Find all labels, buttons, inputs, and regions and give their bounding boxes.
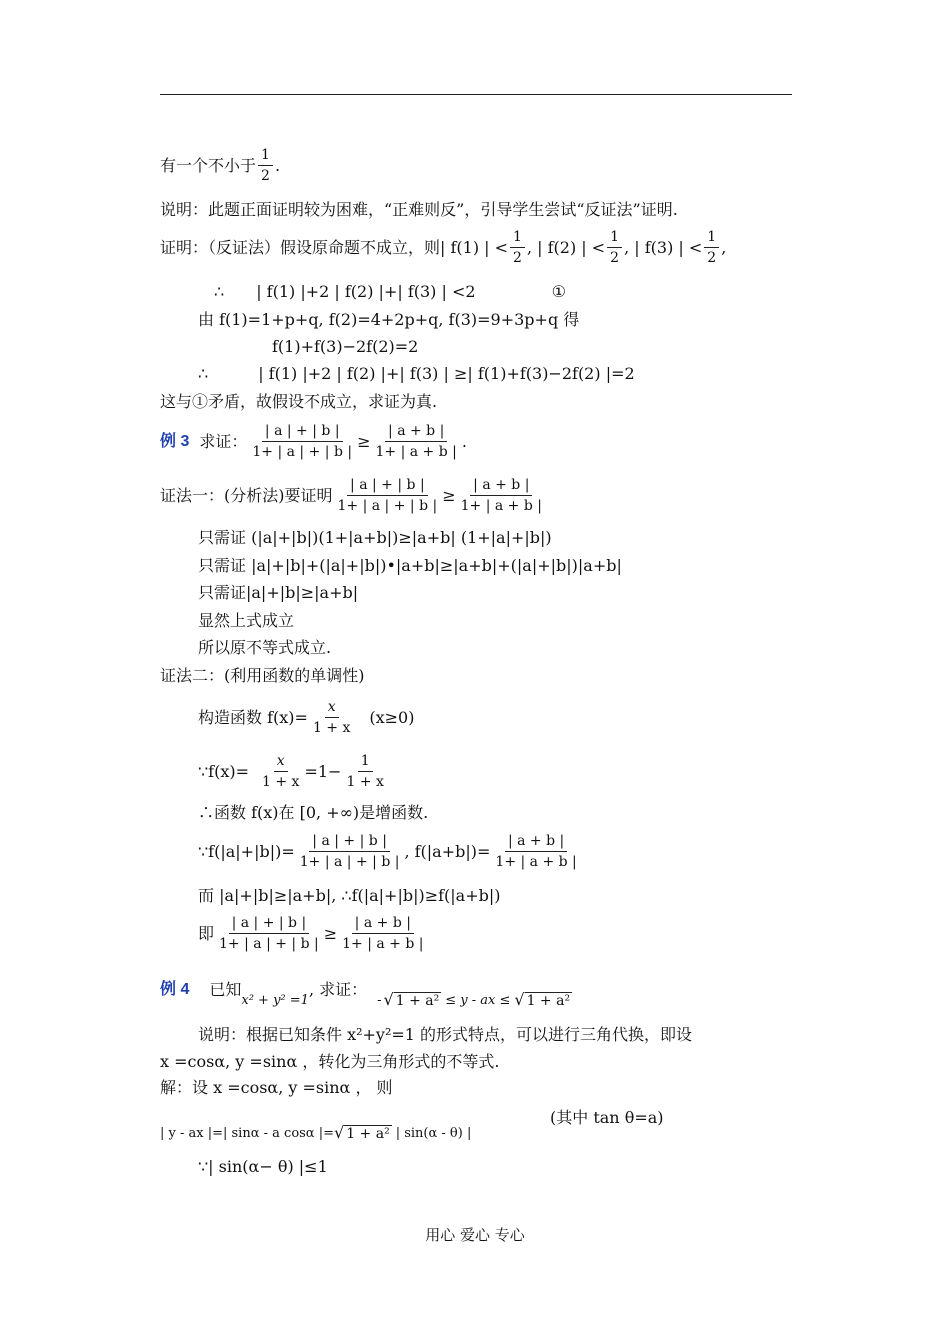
geq-symbol: ≥	[442, 485, 456, 505]
text: , | f(3) | <	[624, 237, 703, 257]
text: ∵f(|a|+|b|)=	[198, 841, 295, 861]
proof-2-heading: 证法二：(利用函数的单调性)	[160, 666, 365, 685]
line-3	[160, 230, 726, 265]
header-rule	[160, 94, 792, 95]
fraction-abs: $\frac{| a | + | b |}{1+ | a | + | b |}$	[299, 833, 400, 870]
fraction-x: $\frac{x}{1 + x}$	[262, 753, 300, 790]
line-4	[214, 284, 566, 300]
solution-equation	[160, 1125, 471, 1141]
equation: | f(1) |+2 | f(2) |+| f(3) | ≥| f(1)+f(3)−2f(2) |=2	[258, 364, 635, 383]
radicand: 1 + a²	[526, 993, 571, 1009]
text: ∵f(x)=	[198, 761, 250, 781]
example-3	[160, 424, 467, 459]
text: .	[461, 431, 467, 451]
fraction-sum: $\frac{| a + b |}{1+ | a + b |}$	[342, 915, 424, 952]
text: 证明：（反证法）假设原命题不成立，则	[160, 237, 441, 257]
fraction-sum: $\frac{| a + b |}{1+ | a + b |}$	[375, 423, 457, 460]
fraction-sum: $\frac{| a + b |}{1+ | a + b |}$	[495, 833, 577, 870]
conclusion-line	[198, 916, 429, 951]
line-5: 由 f(1)=1+p+q, f(2)=4+2p+q, f(3)=9+3p+q 得	[198, 310, 580, 329]
solution-line: 解：设 x =cosα, y =sinα ， 则	[160, 1078, 393, 1097]
fraction-half: 1 2	[704, 230, 719, 265]
text: ≤ y - ax ≤	[445, 992, 511, 1008]
sqrt-icon: √	[514, 990, 525, 1009]
geq-symbol: ≥	[323, 923, 338, 943]
text: 构造函数 f(x)=	[198, 707, 308, 727]
evaluation-line	[198, 834, 582, 869]
line-2: 说明：此题正面证明较为困难，“正难则反”，引导学生尝试“反证法”证明.	[160, 200, 678, 219]
construct-line	[198, 700, 414, 735]
fraction-abs: $\frac{| a | + | b |}{1+ | a | + | b |}$	[219, 915, 319, 952]
note-line-1: 说明：根据已知条件 x²+y²=1 的形式特点，可以进行三角代换，即设	[198, 1025, 693, 1044]
text: 有一个不小于	[160, 155, 257, 175]
radicand: 1 + a²	[346, 1126, 390, 1142]
geq-symbol: ≥	[357, 431, 371, 451]
fraction-half: 1 2	[510, 230, 525, 265]
sqrt-icon: √	[334, 1123, 345, 1142]
equation: | f(1) |+2 | f(2) |+| f(3) | <2	[256, 282, 476, 301]
step-4: 显然上式成立	[198, 611, 295, 630]
text: , | f(2) | <	[526, 237, 606, 257]
text: =1−	[304, 761, 342, 781]
text: , f(|a+b|)=	[404, 841, 491, 861]
circled-marker: ①	[551, 282, 566, 301]
comparison-line: 而 |a|+|b|≥|a+b|, ∴f(|a|+|b|)≥f(|a+b|)	[198, 886, 501, 905]
page-footer: 用心 爱心 专心	[425, 1226, 525, 1244]
example-4	[160, 972, 572, 1008]
example-label: 例 3	[160, 432, 190, 450]
solution-note: (其中 tan θ=a)	[550, 1108, 664, 1127]
step-2: 只需证 |a|+|b|+(|a|+|b|)•|a+b|≥|a+b|+(|a|+|b|)|a+b|	[198, 556, 622, 575]
text: | y - ax |=| sinα - a cosα |=	[160, 1125, 334, 1141]
therefore-symbol: ∴	[198, 364, 209, 383]
text: | f(1) | <	[440, 237, 509, 257]
sqrt-icon: √	[383, 990, 394, 1009]
text: (x≥0)	[369, 707, 415, 727]
last-line: ∵| sin(α− θ) |≤1	[198, 1157, 328, 1176]
text: 证法一：(分析法)要证明	[160, 485, 333, 505]
text: 求证：	[199, 431, 248, 451]
text: | sin(α - θ) |	[395, 1125, 472, 1141]
step-5: 所以原不等式成立.	[198, 638, 332, 657]
step-1: 只需证 (|a|+|b|)(1+|a+b|)≥|a+b| (1+|a|+|b|)	[198, 528, 552, 547]
radicand: 1 + a²	[395, 993, 440, 1009]
fraction-half: 1 2	[607, 230, 622, 265]
text: 已知	[209, 980, 242, 999]
proof-1-heading	[160, 478, 547, 513]
because-line	[198, 754, 389, 789]
note-line-2: x =cosα, y =sinα ，转化为三角形式的不等式.	[160, 1052, 500, 1071]
fraction-abs: $\frac{| a | + | b |}{1+ | a | + | b |}$	[252, 423, 353, 460]
text: 即	[198, 923, 215, 943]
text: , 求证：	[308, 980, 368, 999]
fraction-sum: $\frac{| a + b |}{1+ | a + b |}$	[460, 477, 542, 514]
text: .	[274, 155, 281, 175]
step-3: 只需证|a|+|b|≥|a+b|	[198, 583, 359, 602]
fraction-half: 1 2	[258, 148, 273, 183]
text: ,	[721, 237, 727, 257]
line-1	[160, 148, 280, 183]
line-7	[198, 366, 635, 382]
text: -	[377, 992, 382, 1008]
fraction-one: $\frac{1}{1 + x}$	[346, 753, 384, 790]
fraction-x: $\frac{x}{1 + x}$	[312, 699, 351, 736]
example-label: 例 4	[160, 981, 190, 998]
therefore-symbol: ∴	[214, 282, 225, 301]
condition: x² + y² =1	[241, 992, 309, 1008]
fraction-abs: $\frac{| a | + | b |}{1+ | a | + | b |}$	[337, 477, 438, 514]
increasing-line: ∴函数 f(x)在 [0, +∞)是增函数.	[198, 803, 429, 822]
line-6: f(1)+f(3)−2f(2)=2	[272, 337, 419, 356]
line-8: 这与①矛盾，故假设不成立，求证为真.	[160, 392, 438, 411]
